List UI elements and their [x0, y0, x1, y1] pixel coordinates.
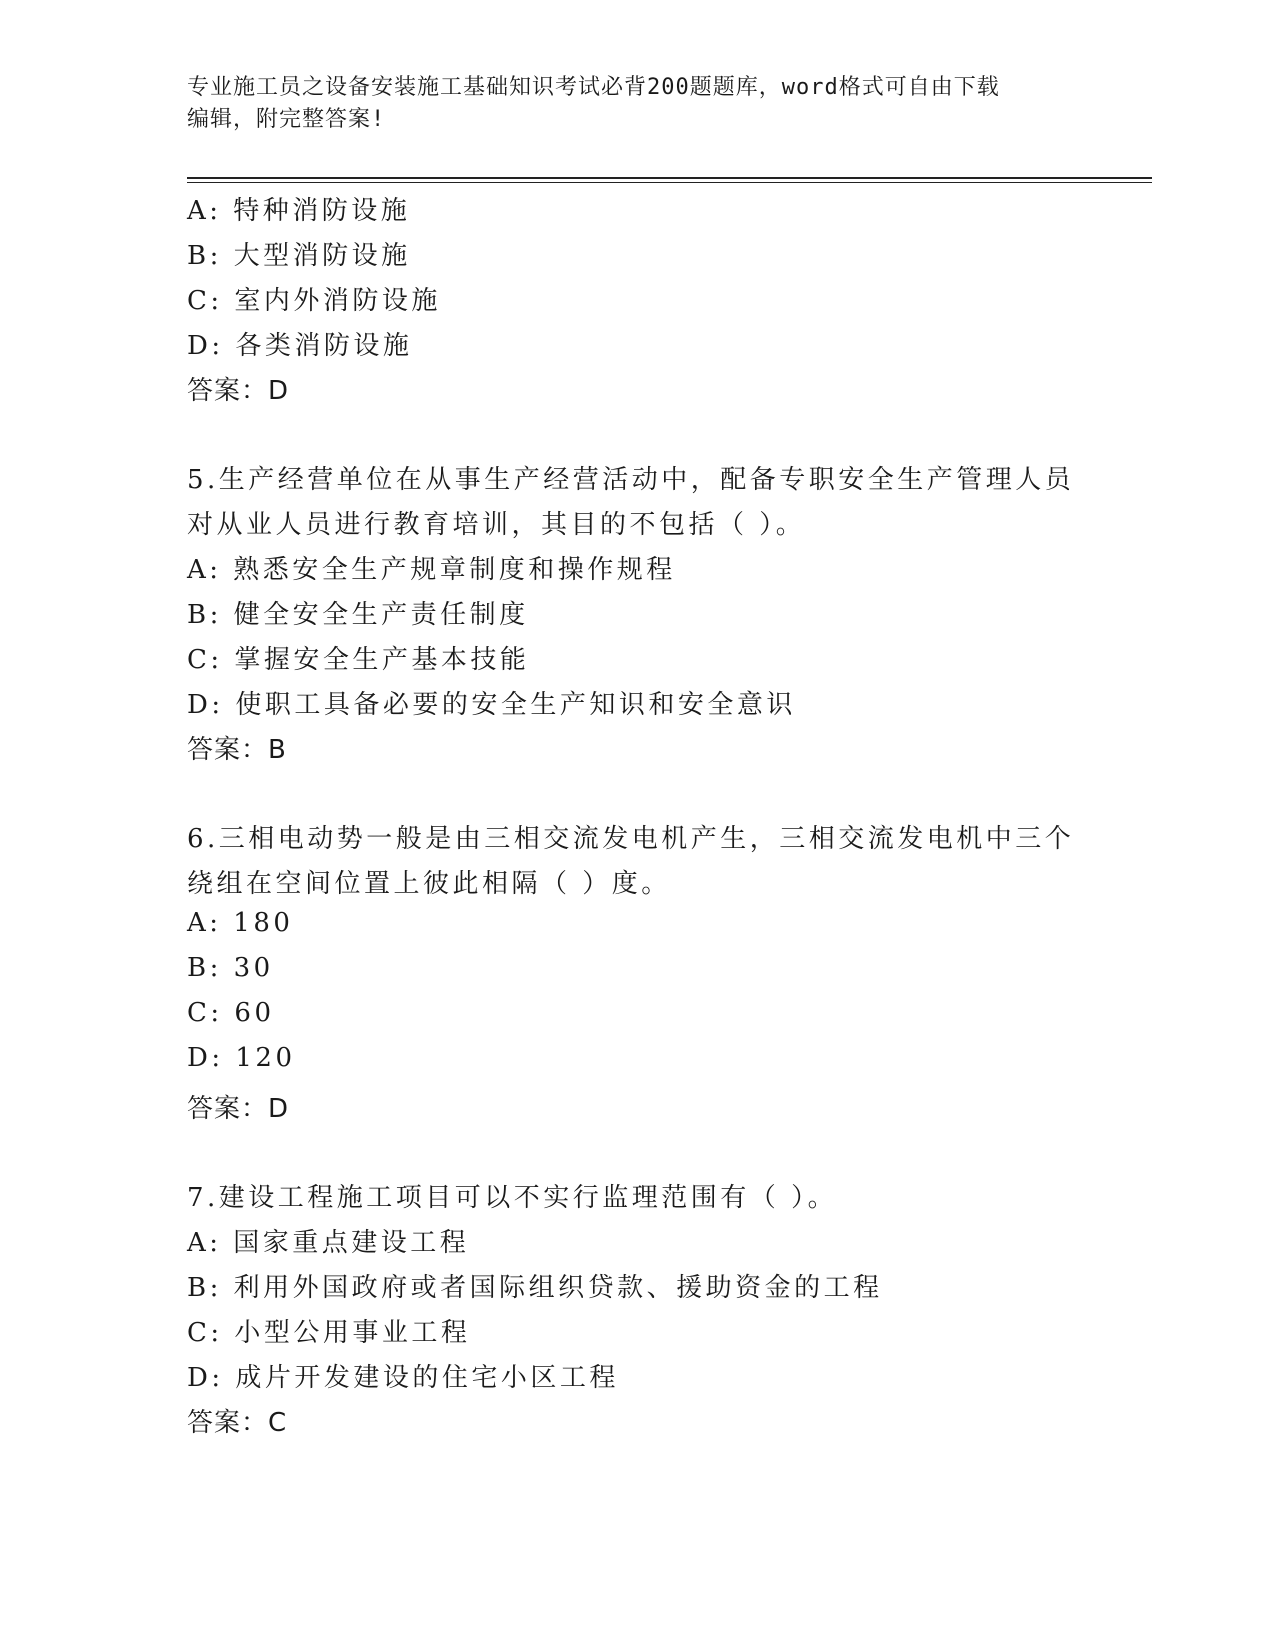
question-stem-line-2: 对从业人员进行教育培训，其目的不包括（ ）。: [187, 510, 806, 540]
answer: 答案：B: [187, 735, 287, 765]
header-rule-bottom: [187, 182, 1152, 183]
option-b: B: 健全安全生产责任制度: [187, 600, 529, 630]
header-line-2: 编辑，附完整答案!: [187, 107, 386, 132]
document-header: [187, 72, 1067, 136]
question-stem-line-1: 5.生产经营单位在从事生产经营活动中，配备专职安全生产管理人员: [187, 465, 1075, 495]
option-b: B: 大型消防设施: [187, 241, 411, 271]
question-stem-line-2: 绕组在空间位置上彼此相隔（ ）度。: [187, 869, 671, 899]
answer: 答案：C: [187, 1408, 288, 1438]
option-d: D: 120: [187, 1043, 296, 1073]
question-stem-line-1: 6.三相电动势一般是由三相交流发电机产生，三相交流发电机中三个: [187, 824, 1075, 854]
option-a: A: 特种消防设施: [187, 196, 411, 226]
option-a: A: 熟悉安全生产规章制度和操作规程: [187, 555, 676, 585]
option-d: D: 成片开发建设的住宅小区工程: [187, 1363, 619, 1393]
header-line-1: 专业施工员之设备安装施工基础知识考试必背200题题库，word格式可自由下载: [187, 75, 1000, 100]
option-b: B: 利用外国政府或者国际组织贷款、援助资金的工程: [187, 1273, 883, 1303]
option-c: C: 掌握安全生产基本技能: [187, 645, 530, 675]
option-c: C: 室内外消防设施: [187, 286, 441, 316]
option-c: C: 60: [187, 998, 275, 1028]
option-a: A: 180: [187, 908, 294, 938]
header-rule-top: [187, 177, 1152, 179]
option-b: B: 30: [187, 953, 274, 983]
option-a: A: 国家重点建设工程: [187, 1228, 470, 1258]
answer: 答案：D: [187, 1094, 290, 1124]
option-c: C: 小型公用事业工程: [187, 1318, 471, 1348]
option-d: D: 使职工具备必要的安全生产知识和安全意识: [187, 690, 796, 720]
option-d: D: 各类消防设施: [187, 331, 413, 361]
question-stem-line-1: 7.建设工程施工项目可以不实行监理范围有（ ）。: [187, 1183, 838, 1213]
answer: 答案：D: [187, 376, 290, 406]
